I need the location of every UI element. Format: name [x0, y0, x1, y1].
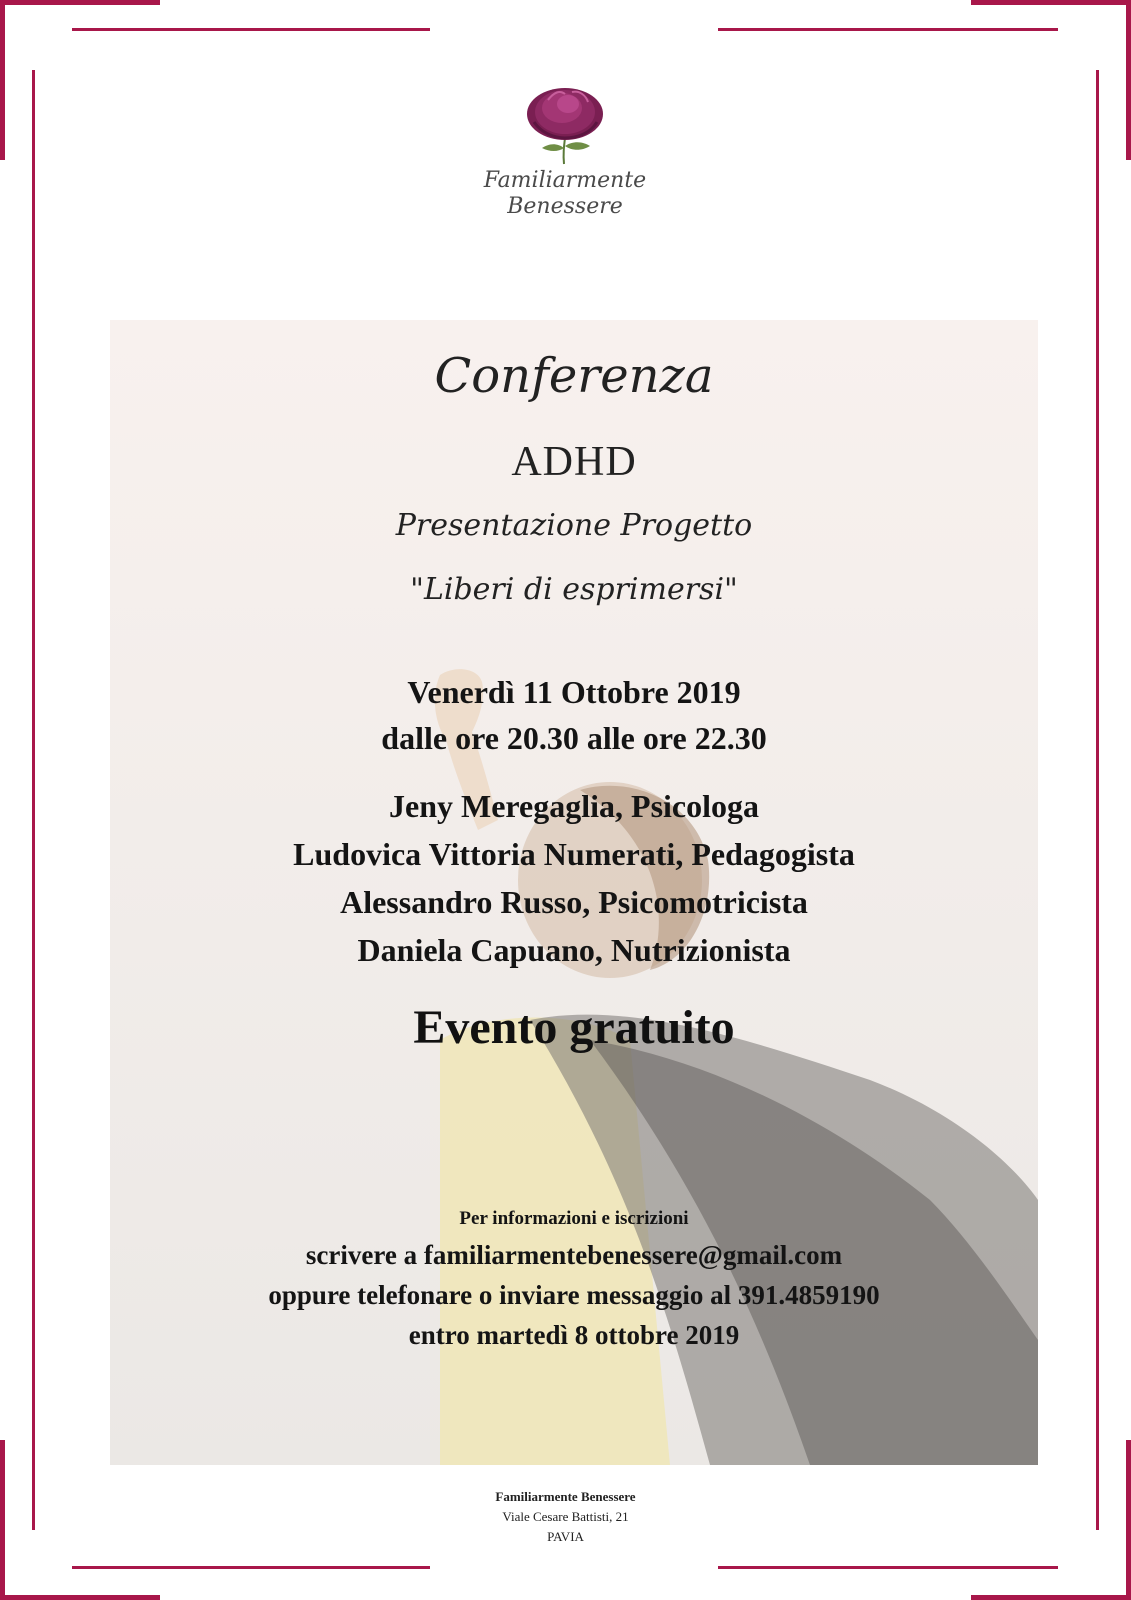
frame-bottom-right-line — [718, 1566, 1058, 1569]
frame-top-right-line — [718, 28, 1058, 31]
info-heading: Per informazioni e iscrizioni — [459, 1208, 689, 1229]
corner-top-right-v — [1126, 0, 1131, 160]
speaker-item: Ludovica Vittoria Numerati, Pedagogista — [293, 836, 855, 872]
frame-left-line — [32, 70, 35, 1530]
info-line: entro martedì 8 ottobre 2019 — [408, 1320, 740, 1350]
event-time: dalle ore 20.30 alle ore 22.30 — [381, 720, 767, 756]
peony-flower-icon — [520, 82, 610, 166]
speaker-item: Jeny Meregaglia, Psicologa — [389, 788, 759, 824]
project-name: "Liberi di esprimersi" — [410, 572, 738, 607]
corner-bottom-left-h — [0, 1595, 160, 1600]
footer-name: Familiarmente Benessere — [495, 1489, 636, 1504]
logo — [470, 82, 660, 232]
conference-topic: ADHD — [511, 439, 637, 485]
corner-top-right-h — [971, 0, 1131, 5]
frame-top-left-line — [72, 28, 430, 31]
info-line: scrivere a familiarmentebenessere@gmail.com — [305, 1240, 843, 1270]
info-line: oppure telefonare o inviare messaggio al 391.4859190 — [268, 1280, 880, 1310]
corner-bottom-right-h — [971, 1595, 1131, 1600]
logo-line-2: Benessere — [507, 194, 623, 219]
frame-right-line — [1096, 70, 1099, 1530]
photo-panel — [110, 320, 1038, 1465]
logo-text — [470, 168, 660, 220]
event-date: Venerdì 11 Ottobre 2019 — [407, 674, 741, 710]
conference-title: Conferenza — [434, 348, 714, 404]
frame-bottom-left-line — [72, 1566, 430, 1569]
flyer-content — [110, 320, 1038, 1465]
footer-city: PAVIA — [547, 1529, 584, 1544]
corner-top-left-v — [0, 0, 5, 160]
speaker-item: Daniela Capuano, Nutrizionista — [357, 932, 791, 968]
speaker-item: Alessandro Russo, Psicomotricista — [340, 884, 808, 920]
footer-address: Viale Cesare Battisti, 21 — [502, 1509, 629, 1524]
logo-line-1: Familiarmente — [483, 168, 647, 193]
footer — [0, 1487, 1131, 1547]
project-subtitle: Presentazione Progetto — [395, 508, 753, 543]
corner-top-left-h — [0, 0, 160, 5]
free-event-label: Evento gratuito — [413, 1001, 735, 1054]
